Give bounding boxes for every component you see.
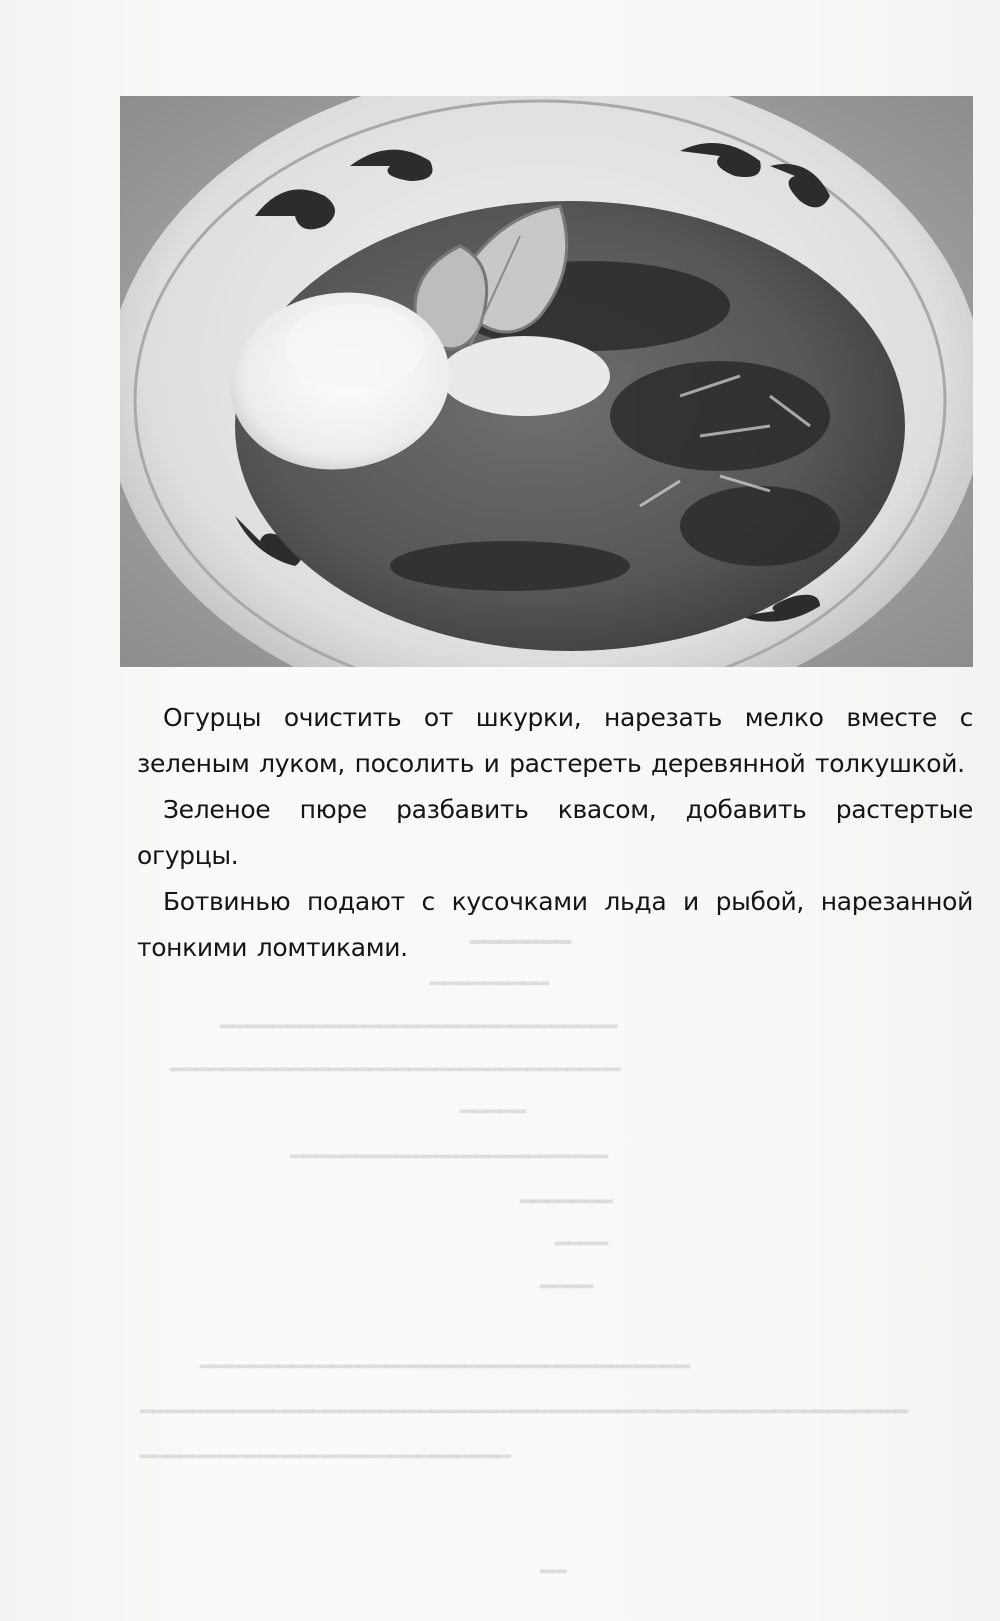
paragraph: Зеленое пюре разбавить квасом, добавить растертые огурцы.	[137, 795, 973, 870]
paragraph: Огурцы очистить от шкурки, нарезать мелко вместе с зеленым луком, посолить и растереть деревянной толкушкой.	[137, 703, 973, 778]
sour-cream	[440, 336, 610, 416]
paragraph: Ботвинью подают с кусочками льда и рыбой, нарезанной тонкими ломтиками.	[137, 887, 973, 962]
recipe-text	[137, 695, 973, 971]
bleed-line: ━━━━	[540, 1275, 593, 1300]
bleed-line: ━━━━━━━	[470, 928, 572, 956]
bleed-line: ━━━━━━━━━━━━━━━━━━━━━━━━━━━━	[140, 1445, 511, 1470]
bleed-line: ━━━━━━━━━━━━━━━━━━━━━━━━━━━━━━━━━━━━━━━━━━━━━━━━━━━━━━━━━━	[140, 1400, 909, 1425]
bleed-line: ━━━━━━━━━━━━━━━━━━━━━━━━━━━━━━━━━━━━━	[200, 1355, 691, 1380]
bleed-page-number: ━━	[540, 1560, 567, 1585]
bleed-line: ━━━━	[555, 1232, 608, 1257]
bleed-line: ━━━━━━━━━━━━━━━━━━━━━━━━━━━━━━━━━━	[170, 1058, 621, 1083]
bleed-line: ━━━━━━━━━━━━━━━━━━━━━━━━━━━━━━	[220, 1015, 618, 1040]
bleed-line: ━━━━━━━━━	[430, 972, 550, 997]
photo-illustration	[120, 96, 973, 667]
bleed-line: ━━━━━━━	[520, 1190, 613, 1215]
soup-bowl-photo	[120, 96, 973, 667]
bleed-line: ━━━━━━━━━━━━━━━━━━━━━━━━	[290, 1145, 608, 1170]
bleed-line: ━━━━━	[460, 1100, 527, 1125]
